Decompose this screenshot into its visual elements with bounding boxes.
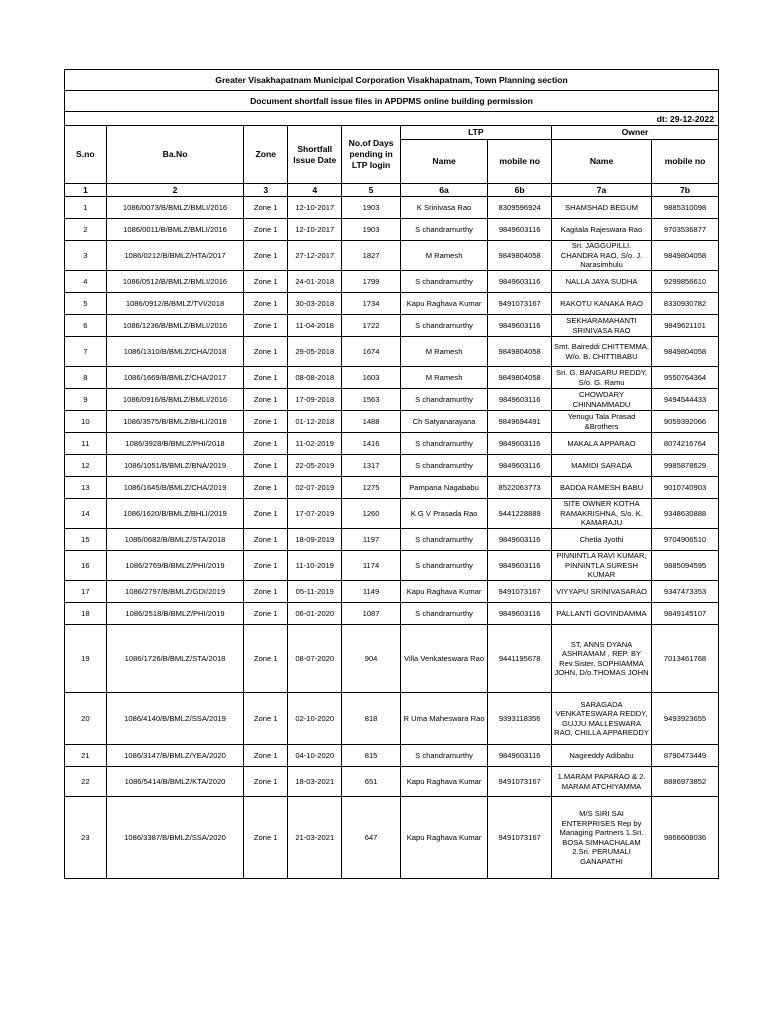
col-number: 5 (342, 184, 400, 197)
row-ltp-name: M Ramesh (400, 241, 488, 271)
table-row (65, 745, 719, 767)
row-bano: 1086/3928/B/BMLZ/PHI/2018 (106, 433, 244, 455)
table-row (65, 625, 719, 693)
row-days-pending: 904 (342, 625, 400, 693)
row-sno: 15 (65, 529, 107, 551)
row-shortfall-date: 11-04-2018 (288, 315, 342, 337)
row-sno: 20 (65, 693, 107, 745)
row-sno: 4 (65, 271, 107, 293)
row-owner-mobile: 9348630888 (652, 499, 719, 529)
row-sno: 21 (65, 745, 107, 767)
row-bano: 1086/1669/B/BMLZ/CHA/2017 (106, 367, 244, 389)
row-zone: Zone 1 (244, 625, 288, 693)
row-ltp-name: S chandramurthy (400, 389, 488, 411)
row-sno: 10 (65, 411, 107, 433)
row-zone: Zone 1 (244, 197, 288, 219)
row-owner-name: NALLA JAYA SUDHA (551, 271, 651, 293)
row-bano: 1086/2797/B/BMLZ/GDI/2019 (106, 581, 244, 603)
row-days-pending: 1563 (342, 389, 400, 411)
row-sno: 19 (65, 625, 107, 693)
col-number: 6b (488, 184, 552, 197)
row-shortfall-date: 02-10-2020 (288, 693, 342, 745)
row-ltp-mobile: 8522063773 (488, 477, 552, 499)
row-days-pending: 1734 (342, 293, 400, 315)
row-zone: Zone 1 (244, 581, 288, 603)
row-ltp-name: Ch Satyanarayana (400, 411, 488, 433)
row-shortfall-date: 02-07-2019 (288, 477, 342, 499)
table-row (65, 767, 719, 797)
row-shortfall-date: 12-10-2017 (288, 219, 342, 241)
col-number: 2 (106, 184, 244, 197)
row-zone: Zone 1 (244, 693, 288, 745)
row-zone: Zone 1 (244, 603, 288, 625)
row-days-pending: 1317 (342, 455, 400, 477)
row-ltp-mobile: 9849603116 (488, 219, 552, 241)
row-owner-name: SEKHARAMAHANTI SRINIVASA RAO (551, 315, 651, 337)
row-owner-mobile: 8074216764 (652, 433, 719, 455)
row-ltp-name: Villa Venkateswara Rao (400, 625, 488, 693)
row-ltp-name: S chandramurthy (400, 315, 488, 337)
row-owner-mobile: 9866608036 (652, 797, 719, 879)
row-bano: 1086/3387/B/BMLZ/SSA/2020 (106, 797, 244, 879)
row-sno: 8 (65, 367, 107, 389)
col-owner-name-header: Name (551, 140, 651, 184)
table-body (65, 197, 719, 879)
row-bano: 1086/0912/B/BMLZ/TVI/2018 (106, 293, 244, 315)
row-owner-name: Sri. JAGGUPILLI. CHANDRA RAO, S/o. J. Narasimhulu (551, 241, 651, 271)
row-sno: 11 (65, 433, 107, 455)
row-ltp-mobile: 9491073167 (488, 581, 552, 603)
table-row (65, 581, 719, 603)
col-days-header: No.of Days pending in LTP login (342, 126, 400, 184)
row-ltp-name: S chandramurthy (400, 433, 488, 455)
row-shortfall-date: 01-12-2018 (288, 411, 342, 433)
table-row (65, 603, 719, 625)
row-owner-mobile: 9493923655 (652, 693, 719, 745)
row-bano: 1086/1645/B/BMLZ/CHA/2019 (106, 477, 244, 499)
table-row (65, 241, 719, 271)
row-ltp-name: K G V Prasada Rao (400, 499, 488, 529)
row-days-pending: 1416 (342, 433, 400, 455)
row-ltp-name: M Ramesh (400, 367, 488, 389)
row-ltp-name: R Uma Maheswara Rao (400, 693, 488, 745)
row-sno: 2 (65, 219, 107, 241)
row-owner-name: BADDA RAMESH BABU (551, 477, 651, 499)
row-bano: 1086/0212/B/BMLZ/HTA/2017 (106, 241, 244, 271)
table-row (65, 293, 719, 315)
row-zone: Zone 1 (244, 293, 288, 315)
row-owner-mobile: 8790473449 (652, 745, 719, 767)
row-owner-name: SHAMSHAD BEGUM (551, 197, 651, 219)
table-row (65, 315, 719, 337)
row-shortfall-date: 17-09-2018 (288, 389, 342, 411)
row-owner-mobile: 7013461768 (652, 625, 719, 693)
row-days-pending: 1903 (342, 197, 400, 219)
row-ltp-mobile: 9491073167 (488, 797, 552, 879)
row-days-pending: 818 (342, 693, 400, 745)
row-bano: 1086/0916/B/BMLZ/BMLI/2016 (106, 389, 244, 411)
row-owner-mobile: 9299856610 (652, 271, 719, 293)
table-row (65, 433, 719, 455)
row-sno: 17 (65, 581, 107, 603)
table-row (65, 271, 719, 293)
row-bano: 1086/1310/B/BMLZ/CHA/2018 (106, 337, 244, 367)
row-bano: 1086/3147/B/BMLZ/YEA/2020 (106, 745, 244, 767)
row-owner-mobile: 8886973852 (652, 767, 719, 797)
row-owner-mobile: 9849804058 (652, 241, 719, 271)
col-sno-header: S.no (65, 126, 107, 184)
row-shortfall-date: 08-08-2018 (288, 367, 342, 389)
col-number: 3 (244, 184, 288, 197)
col-number: 7a (551, 184, 651, 197)
row-zone: Zone 1 (244, 551, 288, 581)
row-zone: Zone 1 (244, 767, 288, 797)
row-owner-mobile: 9010740903 (652, 477, 719, 499)
row-ltp-name: Kapu Raghava Kumar (400, 767, 488, 797)
row-sno: 22 (65, 767, 107, 797)
row-owner-name: PALLANTI GOVINDAMMA (551, 603, 651, 625)
row-shortfall-date: 06-01-2020 (288, 603, 342, 625)
row-ltp-mobile: 8309596924 (488, 197, 552, 219)
row-days-pending: 1197 (342, 529, 400, 551)
row-ltp-name: S chandramurthy (400, 455, 488, 477)
row-ltp-name: Kapu Raghava Kumar (400, 581, 488, 603)
row-ltp-name: K Srinivasa Rao (400, 197, 488, 219)
table-row (65, 499, 719, 529)
row-bano: 1086/0682/B/BMLZ/STA/2018 (106, 529, 244, 551)
row-owner-name: CHOWDARY CHINNAMMADU (551, 389, 651, 411)
row-days-pending: 815 (342, 745, 400, 767)
row-shortfall-date: 11-10-2019 (288, 551, 342, 581)
row-shortfall-date: 05-11-2019 (288, 581, 342, 603)
table-row (65, 367, 719, 389)
row-shortfall-date: 24-01-2018 (288, 271, 342, 293)
row-sno: 3 (65, 241, 107, 271)
row-ltp-mobile: 9849804058 (488, 367, 552, 389)
row-sno: 6 (65, 315, 107, 337)
row-owner-name: SITE OWNER KOTHA RAMAKRISHNA, S/o. K. KAMARAJU (551, 499, 651, 529)
row-ltp-mobile: 9441195678 (488, 625, 552, 693)
row-owner-mobile: 8330930782 (652, 293, 719, 315)
table-row (65, 219, 719, 241)
row-sno: 23 (65, 797, 107, 879)
row-zone: Zone 1 (244, 271, 288, 293)
row-zone: Zone 1 (244, 367, 288, 389)
row-shortfall-date: 30-03-2018 (288, 293, 342, 315)
row-ltp-mobile: 9441228889 (488, 499, 552, 529)
row-zone: Zone 1 (244, 477, 288, 499)
col-bano-header: Ba.No (106, 126, 244, 184)
row-bano: 1086/5414/B/BMLZ/KTA/2020 (106, 767, 244, 797)
row-bano: 1086/1051/B/BMLZ/BNA/2019 (106, 455, 244, 477)
col-owner-mobile-header: mobile no (652, 140, 719, 184)
row-sno: 12 (65, 455, 107, 477)
row-zone: Zone 1 (244, 315, 288, 337)
table-row (65, 389, 719, 411)
row-ltp-name: Kapu Raghava Kumar (400, 797, 488, 879)
row-zone: Zone 1 (244, 219, 288, 241)
row-owner-name: M/S SIRI SAI ENTERPRISES Rep by Managing Partners 1.Sri. BOSA SIMHACHALAM 2.Sri. PERUMALI GANAPATHI (551, 797, 651, 879)
document-sheet (64, 69, 719, 879)
row-sno: 5 (65, 293, 107, 315)
row-ltp-name: M Ramesh (400, 337, 488, 367)
row-owner-mobile: 9703536877 (652, 219, 719, 241)
row-sno: 16 (65, 551, 107, 581)
row-days-pending: 1799 (342, 271, 400, 293)
row-shortfall-date: 04-10-2020 (288, 745, 342, 767)
row-ltp-mobile: 9849804058 (488, 337, 552, 367)
row-zone: Zone 1 (244, 389, 288, 411)
row-owner-mobile: 9849145107 (652, 603, 719, 625)
row-zone: Zone 1 (244, 455, 288, 477)
row-bano: 1086/3575/B/BMLZ/BHLI/2018 (106, 411, 244, 433)
row-ltp-mobile: 9849694491 (488, 411, 552, 433)
row-sno: 9 (65, 389, 107, 411)
col-zone-header: Zone (244, 126, 288, 184)
row-ltp-mobile: 9849603116 (488, 603, 552, 625)
row-owner-name: PINNINTLA RAVI KUMAR, PINNINTLA SURESH KUMAR (551, 551, 651, 581)
row-shortfall-date: 21-03-2021 (288, 797, 342, 879)
row-zone: Zone 1 (244, 797, 288, 879)
row-ltp-name: Kapu Raghava Kumar (400, 293, 488, 315)
row-zone: Zone 1 (244, 529, 288, 551)
row-owner-mobile: 9347473353 (652, 581, 719, 603)
row-shortfall-date: 18-03-2021 (288, 767, 342, 797)
row-days-pending: 1903 (342, 219, 400, 241)
row-bano: 1086/2769/B/BMLZ/PHI/2019 (106, 551, 244, 581)
row-owner-mobile: 9885310098 (652, 197, 719, 219)
row-days-pending: 647 (342, 797, 400, 879)
row-owner-name: Yenugu Tala Prasad &Brothers (551, 411, 651, 433)
row-ltp-mobile: 9849603116 (488, 745, 552, 767)
row-sno: 1 (65, 197, 107, 219)
table-row (65, 197, 719, 219)
row-ltp-mobile: 9491073167 (488, 293, 552, 315)
row-bano: 1086/0073/B/BMLZ/BMLI/2016 (106, 197, 244, 219)
row-ltp-mobile: 9849603116 (488, 433, 552, 455)
report-title: Greater Visakhapatnam Municipal Corporation Visakhapatnam, Town Planning section (65, 70, 719, 91)
row-owner-name: ST, ANNS DYANA ASHRAMAM , REP. BY Rev.Sister. SOPHIAMMA JOHN, D/o.THOMAS JOHN (551, 625, 651, 693)
row-shortfall-date: 17-07-2019 (288, 499, 342, 529)
col-number: 7b (652, 184, 719, 197)
row-zone: Zone 1 (244, 411, 288, 433)
row-days-pending: 1827 (342, 241, 400, 271)
row-shortfall-date: 18-09-2019 (288, 529, 342, 551)
row-ltp-name: S chandramurthy (400, 219, 488, 241)
row-owner-mobile: 9849804058 (652, 337, 719, 367)
shortfall-table (64, 69, 719, 879)
row-owner-name: Kagitala Rajeswara Rao (551, 219, 651, 241)
row-shortfall-date: 29-05-2018 (288, 337, 342, 367)
row-days-pending: 1488 (342, 411, 400, 433)
row-days-pending: 1149 (342, 581, 400, 603)
row-days-pending: 1674 (342, 337, 400, 367)
col-ltp-mobile-header: mobile no (488, 140, 552, 184)
row-zone: Zone 1 (244, 433, 288, 455)
row-ltp-name: S chandramurthy (400, 529, 488, 551)
col-owner-group-header: Owner (551, 126, 718, 140)
col-number: 4 (288, 184, 342, 197)
table-row (65, 337, 719, 367)
row-days-pending: 651 (342, 767, 400, 797)
table-row (65, 455, 719, 477)
row-sno: 18 (65, 603, 107, 625)
row-ltp-mobile: 9849603116 (488, 455, 552, 477)
row-owner-mobile: 9985878629 (652, 455, 719, 477)
row-owner-mobile: 9704906510 (652, 529, 719, 551)
row-owner-mobile: 9885094595 (652, 551, 719, 581)
row-days-pending: 1603 (342, 367, 400, 389)
row-bano: 1086/4140/B/BMLZ/SSA/2019 (106, 693, 244, 745)
col-number: 6a (400, 184, 488, 197)
table-row (65, 551, 719, 581)
row-ltp-mobile: 9393118356 (488, 693, 552, 745)
col-number: 1 (65, 184, 107, 197)
table-row (65, 693, 719, 745)
row-sno: 13 (65, 477, 107, 499)
row-days-pending: 1722 (342, 315, 400, 337)
table-row (65, 797, 719, 879)
row-shortfall-date: 08-07-2020 (288, 625, 342, 693)
row-bano: 1086/1726/B/BMLZ/STA/2018 (106, 625, 244, 693)
row-ltp-mobile: 9849603116 (488, 551, 552, 581)
row-owner-name: MAMIDI SARADA (551, 455, 651, 477)
row-shortfall-date: 27-12-2017 (288, 241, 342, 271)
row-ltp-mobile: 9849804058 (488, 241, 552, 271)
row-ltp-mobile: 9849603116 (488, 389, 552, 411)
row-owner-name: MAKALA APPARAO (551, 433, 651, 455)
row-days-pending: 1260 (342, 499, 400, 529)
row-days-pending: 1174 (342, 551, 400, 581)
col-shortfall-date-header: Shortfall Issue Date (288, 126, 342, 184)
row-bano: 1086/2518/B/BMLZ/PHI/2019 (106, 603, 244, 625)
row-bano: 1086/1236/B/BMLZ/BMLI/2016 (106, 315, 244, 337)
row-shortfall-date: 22-05-2019 (288, 455, 342, 477)
report-date: dt: 29-12-2022 (65, 112, 719, 126)
row-ltp-name: Pampana Nagababu (400, 477, 488, 499)
row-owner-name: SARAGADA VENKATESWARA REDDY, GUJJU MALLESWARA RAO, CHILLA APPAREDDY (551, 693, 651, 745)
row-bano: 1086/0512/B/BMLZ/BMLI/2016 (106, 271, 244, 293)
row-bano: 1086/0011/B/BMLZ/BMLI/2016 (106, 219, 244, 241)
table-row (65, 411, 719, 433)
row-sno: 14 (65, 499, 107, 529)
row-shortfall-date: 11-02-2019 (288, 433, 342, 455)
row-ltp-mobile: 9849603116 (488, 271, 552, 293)
row-owner-mobile: 9059392066 (652, 411, 719, 433)
row-ltp-name: S chandramurthy (400, 271, 488, 293)
row-owner-name: Sri. G. BANGARU REDDY, S/o. G. Ramu (551, 367, 651, 389)
row-zone: Zone 1 (244, 241, 288, 271)
row-ltp-name: S chandramurthy (400, 551, 488, 581)
row-ltp-mobile: 9849603116 (488, 315, 552, 337)
row-owner-mobile: 9550764364 (652, 367, 719, 389)
report-subtitle: Document shortfall issue files in APDPMS online building permission (65, 91, 719, 112)
row-owner-mobile: 9849621101 (652, 315, 719, 337)
row-owner-name: VIYYAPU SRINIVASARAO (551, 581, 651, 603)
row-days-pending: 1087 (342, 603, 400, 625)
row-zone: Zone 1 (244, 499, 288, 529)
row-ltp-mobile: 9491073167 (488, 767, 552, 797)
col-ltp-name-header: Name (400, 140, 488, 184)
row-ltp-mobile: 9849603116 (488, 529, 552, 551)
row-ltp-name: S chandramurthy (400, 745, 488, 767)
row-sno: 7 (65, 337, 107, 367)
row-owner-mobile: 9494544433 (652, 389, 719, 411)
row-owner-name: Smt. Baireddi CHITTEMMA, W/o. B. CHITTIBABU (551, 337, 651, 367)
row-owner-name: Nagireddy Adibabu (551, 745, 651, 767)
table-row (65, 529, 719, 551)
row-bano: 1086/1620/B/BMLZ/BHLI/2019 (106, 499, 244, 529)
row-zone: Zone 1 (244, 337, 288, 367)
row-shortfall-date: 12-10-2017 (288, 197, 342, 219)
row-ltp-name: S chandramurthy (400, 603, 488, 625)
row-owner-name: Chetla Jyothi (551, 529, 651, 551)
table-row (65, 477, 719, 499)
row-zone: Zone 1 (244, 745, 288, 767)
row-days-pending: 1275 (342, 477, 400, 499)
row-owner-name: RAKOTU KANAKA RAO (551, 293, 651, 315)
row-owner-name: 1.MARAM PAPARAO & 2. MARAM ATCHIYAMMA (551, 767, 651, 797)
col-ltp-group-header: LTP (400, 126, 551, 140)
